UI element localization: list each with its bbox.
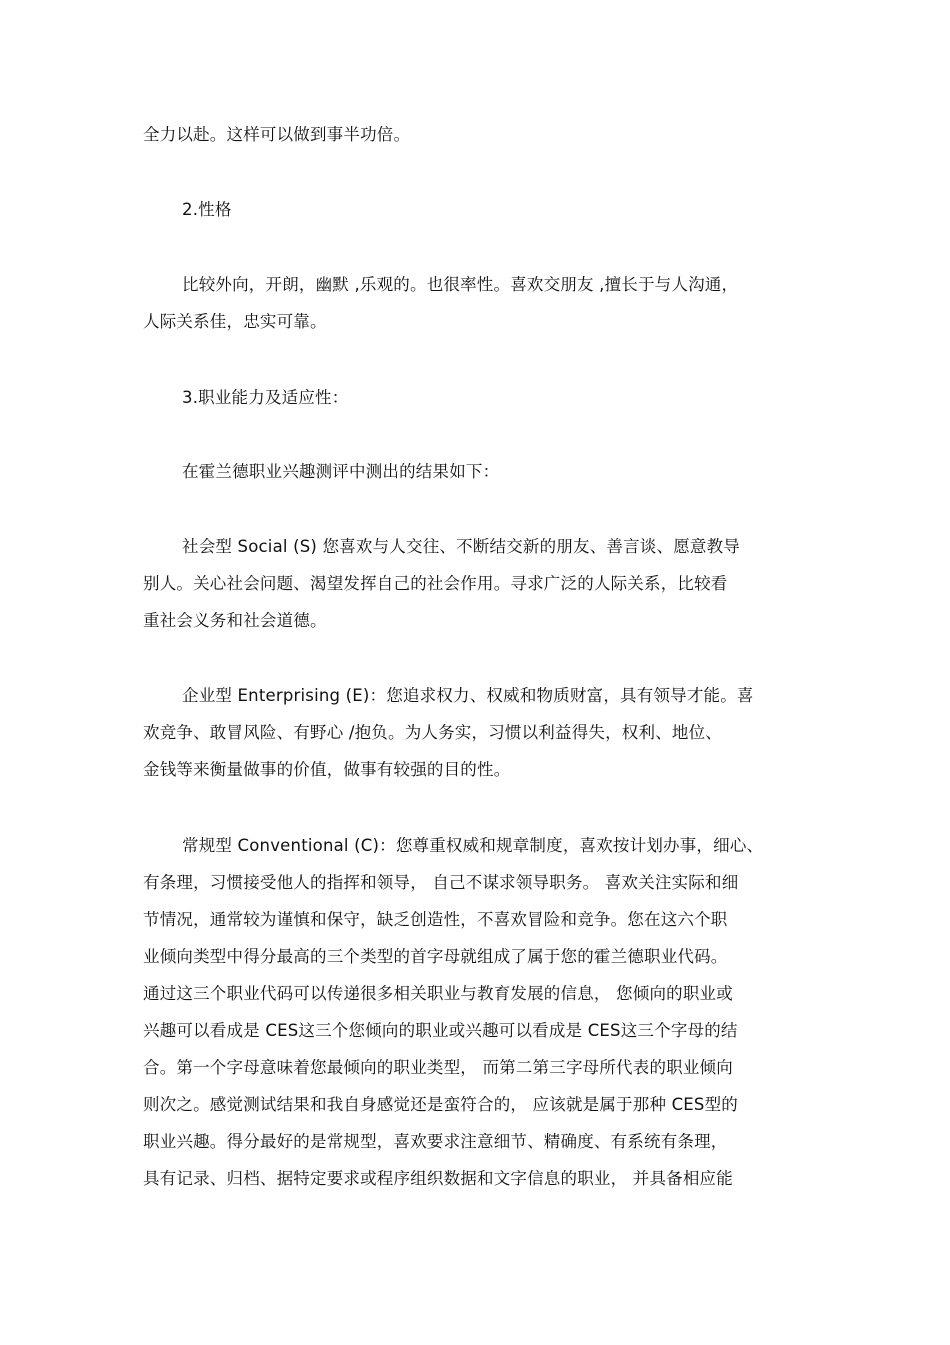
paragraph-line: 别人。关心社会问题、渴望发挥自己的社会作用。寻求广泛的人际关系，比较看 [143, 574, 728, 593]
section-heading-personality: 2.性格 [182, 200, 232, 219]
paragraph-line: 在霍兰德职业兴趣测评中测出的结果如下： [182, 462, 500, 481]
paragraph-line: 常规型 Conventional (C)：您尊重权威和规章制度，喜欢按计划办事，细心、 [182, 836, 764, 855]
paragraph-line: 通过这三个职业代码可以传递很多相关职业与教育发展的信息， 您倾向的职业或 [143, 984, 733, 1003]
paragraph-line: 有条理，习惯接受他人的指挥和领导， 自己不谋求领导职务。 喜欢关注实际和细 [143, 873, 739, 892]
paragraph-line: 业倾向类型中得分最高的三个类型的首字母就组成了属于您的霍兰德职业代码。 [143, 947, 728, 966]
paragraph-line: 兴趣可以看成是 CES这三个您倾向的职业或兴趣可以看成是 CES这三个字母的结 [143, 1021, 738, 1040]
paragraph-line: 人际关系佳，忠实可靠。 [143, 312, 327, 331]
paragraph-line: 则次之。感觉测试结果和我自身感觉还是蛮符合的， 应该就是属于那种 CES型的 [143, 1095, 739, 1114]
section-heading-career-ability: 3.职业能力及适应性： [182, 388, 349, 407]
paragraph-line: 社会型 Social (S) 您喜欢与人交往、不断结交新的朋友、善言谈、愿意教导 [182, 537, 741, 556]
paragraph-line: 全力以赴。这样可以做到事半功倍。 [143, 125, 411, 144]
paragraph-line: 欢竞争、敢冒风险、有野心 /抱负。为人务实，习惯以利益得失，权利、地位、 [143, 723, 723, 742]
paragraph-line: 节情况，通常较为谨慎和保守，缺乏创造性，不喜欢冒险和竞争。您在这六个职 [143, 910, 728, 929]
paragraph-line: 职业兴趣。得分最好的是常规型，喜欢要求注意细节、精确度、有系统有条理， [143, 1132, 728, 1151]
paragraph-line: 合。第一个字母意味着您最倾向的职业类型， 而第二第三字母所代表的职业倾向 [143, 1058, 733, 1077]
paragraph-line: 金钱等来衡量做事的价值，做事有较强的目的性。 [143, 760, 511, 779]
paragraph-line: 重社会义务和社会道德。 [143, 611, 327, 630]
paragraph-line: 具有记录、归档、据特定要求或程序组织数据和文字信息的职业， 并具备相应能 [143, 1169, 733, 1188]
paragraph-line: 比较外向，开朗，幽默 ,乐观的。也很率性。喜欢交朋友 ,擅长于与人沟通， [182, 275, 739, 294]
paragraph-line: 企业型 Enterprising (E)：您追求权力、权威和物质财富，具有领导才能。喜 [182, 686, 754, 705]
